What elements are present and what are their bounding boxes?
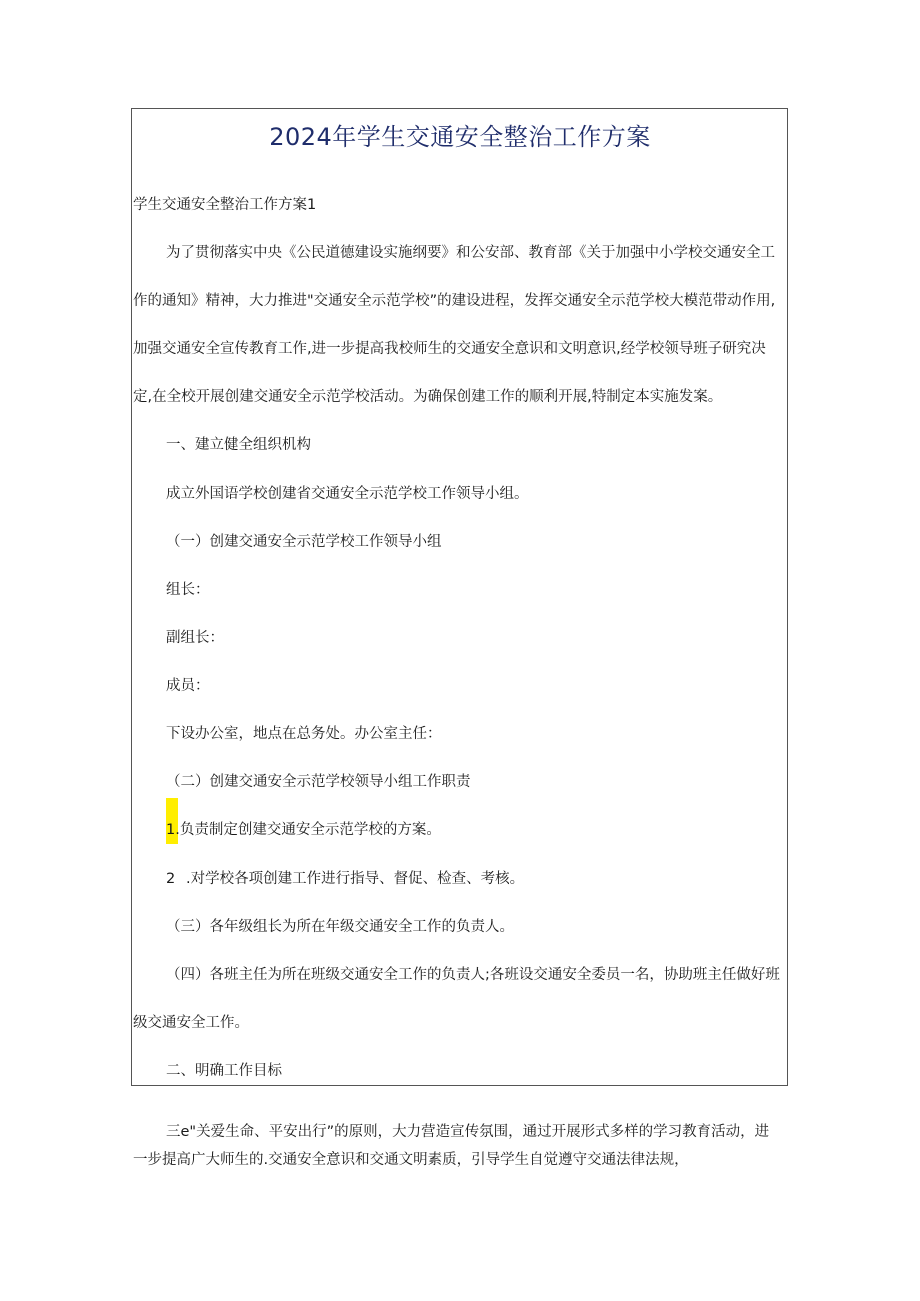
body-text-line-2: 一步提高广大师生的.交通安全意识和交通文明素质，引导学生自觉遵守交通法律法规， — [133, 1152, 689, 1168]
subsection-1: （一）创建交通安全示范学校工作领导小组 — [166, 534, 442, 550]
intro-line-4: 定,在全校开展创建交通安全示范学校活动。为确保创建工作的顺利开展,特制定本实施发案。 — [133, 389, 723, 405]
intro-line-1: 为了贯彻落实中央《公民道德建设实施纲要》和公安部、教育部《关于加强中小学校交通安全工 — [166, 245, 775, 261]
establish-text: 成立外国语学校创建省交通安全示范学校工作领导小组。 — [166, 486, 529, 502]
leader-label: 组长： — [166, 582, 210, 598]
body-text-line-1: 三e"关爱生命、平安出行”的原则，大力营造宣传氛围，通过开展形式多样的学习教育活动，进 — [166, 1124, 770, 1140]
subsection-3: （三）各年级组长为所在年级交通安全工作的负责人。 — [166, 919, 514, 935]
subsection-4-line-1: （四）各班主任为所在班级交通安全工作的负责人;各班设交通安全委员一名，协助班主任做好班 — [166, 967, 780, 983]
subsection-2: （二）创建交通安全示范学校领导小组工作职责 — [166, 774, 471, 790]
intro-line-2: 作的通知》精神，大力推进"交通安全示范学校”的建设进程，发挥交通安全示范学校大模范带动作用, — [133, 293, 776, 309]
subsection-4-line-2: 级交通安全工作。 — [133, 1015, 249, 1031]
document-title: 2024年学生交通安全整治工作方案 — [269, 123, 651, 151]
duty-item-2-text: .对学校各项创建工作进行指导、督促、检查、考核。 — [186, 871, 525, 887]
members-label: 成员： — [166, 678, 210, 694]
office-text: 下设办公室，地点在总务处。办公室主任： — [166, 726, 442, 742]
plan-subtitle: 学生交通安全整治工作方案1 — [133, 197, 317, 213]
duty-item-1: 1.负责制定创建交通安全示范学校的方案。 — [166, 822, 441, 838]
intro-line-3: 加强交通安全宣传教育工作,进一步提高我校师生的交通安全意识和文明意识,经学校领导班子研究决 — [133, 341, 766, 357]
section-heading-1: 一、建立健全组织机构 — [166, 437, 311, 453]
deputy-leader-label: 副组长： — [166, 630, 224, 646]
duty-item-2-number: 2 — [166, 871, 176, 887]
section-heading-2: 二、明确工作目标 — [166, 1063, 282, 1079]
